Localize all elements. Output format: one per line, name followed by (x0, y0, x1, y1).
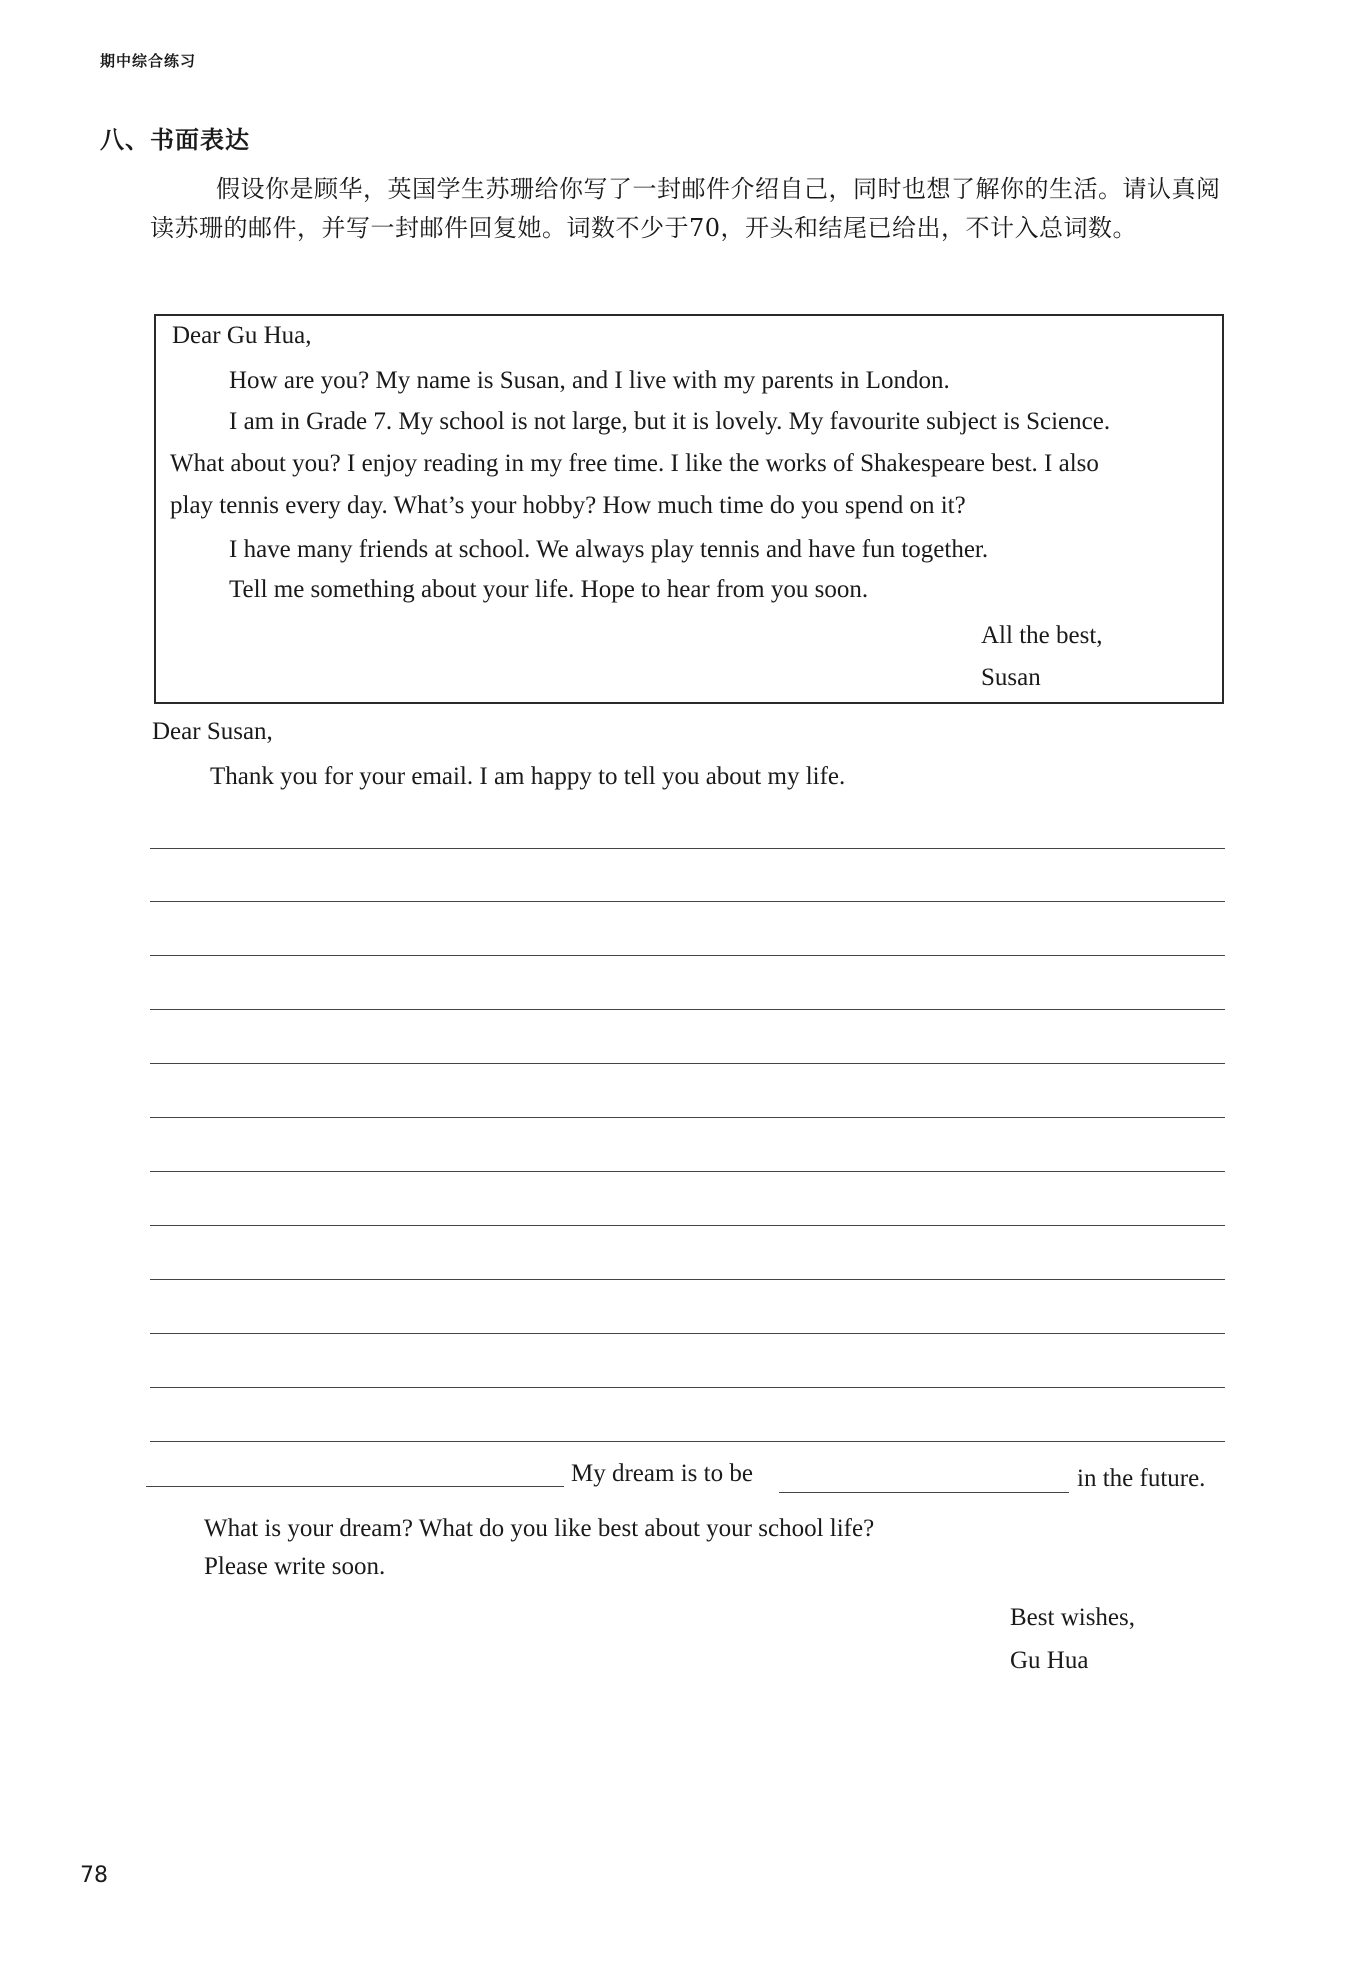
writing-line[interactable] (150, 1333, 1225, 1334)
email-paragraph-3: I have many friends at school. We always play tennis and have fun together. (229, 536, 989, 563)
email-closing: All the best, (981, 622, 1103, 649)
email-signature: Susan (981, 664, 1041, 691)
writing-line[interactable] (150, 1387, 1225, 1388)
dream-suffix: in the future. (1077, 1465, 1206, 1492)
section-title: 八、书面表达 (100, 126, 250, 154)
writing-line[interactable] (150, 901, 1225, 902)
dream-prefix: My dream is to be (571, 1460, 753, 1487)
blank-line-before-dream[interactable] (146, 1486, 564, 1487)
email-paragraph-1: How are you? My name is Susan, and I live with my parents in London. (229, 367, 950, 394)
reply-closing: Best wishes, (1010, 1604, 1135, 1631)
reply-greeting: Dear Susan, (152, 718, 273, 745)
page-header: 期中综合练习 (100, 52, 197, 70)
reply-request: Please write soon. (204, 1553, 386, 1580)
email-greeting: Dear Gu Hua, (172, 322, 312, 349)
writing-line[interactable] (150, 1279, 1225, 1280)
reply-signature: Gu Hua (1010, 1647, 1089, 1674)
writing-line[interactable] (150, 1225, 1225, 1226)
writing-line[interactable] (150, 1063, 1225, 1064)
email-paragraph-2-line-3: play tennis every day. What’s your hobby? How much time do you spend on it? (170, 492, 966, 519)
writing-line[interactable] (150, 955, 1225, 956)
writing-line[interactable] (150, 1441, 1225, 1442)
email-paragraph-2-line-2: What about you? I enjoy reading in my free time. I like the works of Shakespeare best. I also (170, 450, 1099, 477)
reply-question: What is your dream? What do you like best about your school life? (204, 1515, 875, 1542)
writing-line[interactable] (150, 1009, 1225, 1010)
dream-blank[interactable] (779, 1492, 1069, 1493)
reply-opening: Thank you for your email. I am happy to tell you about my life. (210, 763, 846, 790)
page-number: 78 (80, 1863, 108, 1888)
writing-line[interactable] (150, 1117, 1225, 1118)
writing-line[interactable] (150, 1171, 1225, 1172)
instructions: 假设你是顾华，英国学生苏珊给你写了一封邮件介绍自己，同时也想了解你的生活。请认真阅读苏珊的邮件，并写一封邮件回复她。词数不少于70，开头和结尾已给出，不计入总词数。 (150, 175, 1221, 242)
writing-line[interactable] (150, 848, 1225, 849)
email-paragraph-2-line-1: I am in Grade 7. My school is not large, but it is lovely. My favourite subject is Science. (229, 408, 1111, 435)
email-paragraph-4: Tell me something about your life. Hope to hear from you soon. (229, 576, 869, 603)
